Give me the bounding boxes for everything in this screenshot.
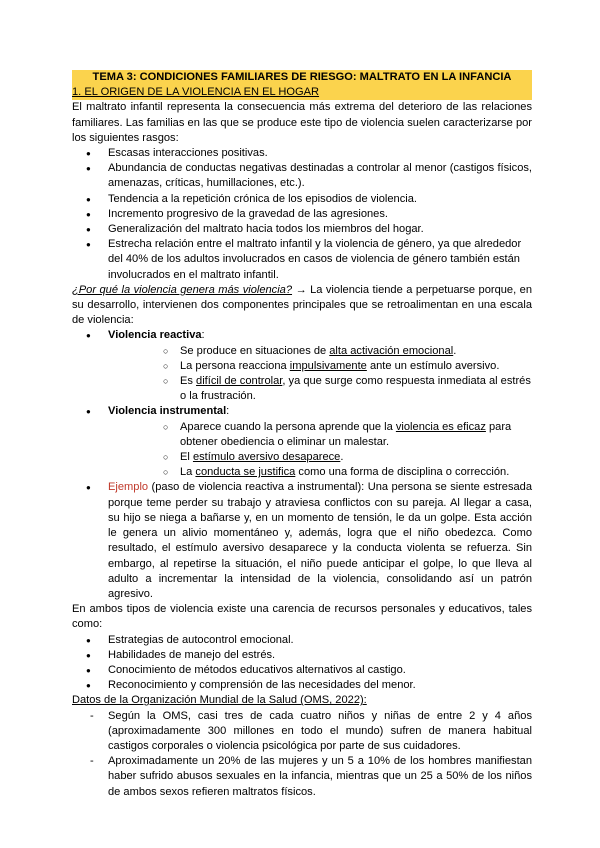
text: para obtener obediencia o eliminar un malestar. — [180, 420, 512, 448]
intro-paragraph: El maltrato infantil representa la consecuencia más extrema del deterioro de las relaciones familiares. Las familias en las que se produce este tipo de violencia suelen caracterizarse por los siguientes rasgos: — [72, 101, 532, 144]
colon: : — [226, 405, 230, 418]
list-item — [108, 450, 532, 465]
list-item: - Aproximadamente un 20% de las mujeres y un 5 a 10% de los hombres manifiestan haber sufrido abusos sexuales en la infancia, mientras que un 25 a 50% de los niños de ambos sexos refieren maltratos físicos. — [72, 754, 532, 800]
underlined-text: violencia es eficaz — [395, 420, 486, 433]
reactive-label: Violencia reactiva — [108, 329, 202, 342]
list-item: ● Incremento progresivo de la gravedad de las agresiones. — [72, 207, 532, 222]
list-item: ● Habilidades de manejo del estrés. — [72, 648, 532, 663]
underlined-text: alta activación emocional — [329, 344, 454, 357]
list-item — [108, 420, 532, 450]
text: Es — [180, 375, 197, 388]
text: La persona reacciona — [180, 359, 290, 372]
violence-types-list — [72, 328, 532, 602]
list-item: - Según la OMS, casi tres de cada cuatro niños y niñas de entre 2 y 4 años (aproximadamente 300 millones en todo el mundo) sufren de manera habitual castigos corporales o violencia psicológica por parte de sus cuidadores. — [72, 709, 532, 755]
list-item: ● Tendencia a la repetición crónica de los episodios de violencia. — [72, 192, 532, 207]
lack-list — [72, 633, 532, 694]
text: . — [453, 344, 457, 357]
list-item: ● Estrategias de autocontrol emocional. — [72, 633, 532, 648]
list-item — [108, 344, 532, 359]
list-item — [108, 374, 532, 404]
text: ante un estímulo aversivo. — [366, 359, 500, 372]
traits-list — [72, 146, 532, 283]
list-item: ● Reconocimiento y comprensión de las necesidades del menor. — [72, 678, 532, 693]
list-item — [108, 359, 532, 374]
question-paragraph — [72, 283, 532, 329]
underlined-text: conducta se justifica — [195, 466, 296, 479]
text: El — [180, 451, 193, 464]
list-item: ● Escasas interacciones positivas. — [72, 146, 532, 161]
lack-paragraph: En ambos tipos de violencia existe una carencia de recursos personales y educativos, tales como: — [72, 603, 532, 631]
arrow-text: → — [292, 283, 311, 296]
example-item — [72, 480, 532, 602]
list-item: ● Conocimiento de métodos educativos alternativos al castigo. — [72, 663, 532, 678]
list-item: ● Abundancia de conductas negativas destinadas a controlar al menor (castigos físicos, amenazas, críticas, humillaciones, etc.). — [72, 161, 532, 191]
example-text: (paso de violencia reactiva a instrumental): Una persona se siente estresada porque teme perder su trabajo y atraviesa conflictos con su pareja. Al llegar a casa, su hijo se niega a bañarse y, en un momento de tensión, le da un golpe. Esta acción le genera un alivio momentáneo y, además, logra que el niño obedezca. Como resultado, el estímulo aversivo desaparece y la conducta violenta se refuerza. Sin embargo, al repetirse la situación, el niño puede anticipar el golpe, lo que lleva al adulto a incrementar la intensidad de la violencia, consolidando así un patrón agresivo. — [108, 481, 532, 600]
list-item — [108, 465, 532, 480]
section-heading: 1. EL ORIGEN DE LA VIOLENCIA EN EL HOGAR — [72, 85, 532, 100]
text: , ya que surge como respuesta inmediata al estrés o la frustración. — [180, 375, 531, 403]
underlined-text: estímulo aversivo desaparece — [192, 451, 341, 464]
text: Se produce en situaciones de — [180, 344, 330, 357]
page-title: TEMA 3: CONDICIONES FAMILIARES DE RIESGO: MALTRATO EN LA INFANCIA — [72, 70, 532, 85]
reactive-sublist — [108, 344, 532, 405]
document-page — [72, 70, 532, 800]
list-item — [72, 404, 532, 480]
instrumental-label: Violencia instrumental — [108, 405, 227, 418]
example-label: Ejemplo — [108, 481, 149, 494]
text: La — [180, 466, 196, 479]
underlined-text: impulsivamente — [289, 359, 367, 372]
instrumental-sublist — [108, 420, 532, 481]
colon: : — [201, 329, 205, 342]
question-answer: La violencia tiende a perpetuarse porque, en su desarrollo, intervienen dos componentes principales que se retroalimentan en una escala de violencia: — [72, 283, 532, 327]
text: como una forma de disciplina o corrección. — [295, 466, 510, 479]
underlined-text: difícil de controlar — [196, 375, 283, 388]
text: Aparece cuando la persona aprende que la — [180, 420, 396, 433]
question-text: ¿Por qué la violencia genera más violencia? — [72, 283, 293, 296]
text: . — [340, 451, 344, 464]
list-item: ● Estrecha relación entre el maltrato infantil y la violencia de género, ya que alrededor del 40% de los adultos involucrados en casos de violencia de género también están involucrados en el maltrato infantil. — [72, 237, 532, 283]
oms-heading: Datos de la Organización Mundial de la Salud (OMS, 2022): — [72, 694, 367, 707]
list-item: ● Generalización del maltrato hacia todos los miembros del hogar. — [72, 222, 532, 237]
oms-list — [72, 709, 532, 800]
list-item — [72, 328, 532, 404]
